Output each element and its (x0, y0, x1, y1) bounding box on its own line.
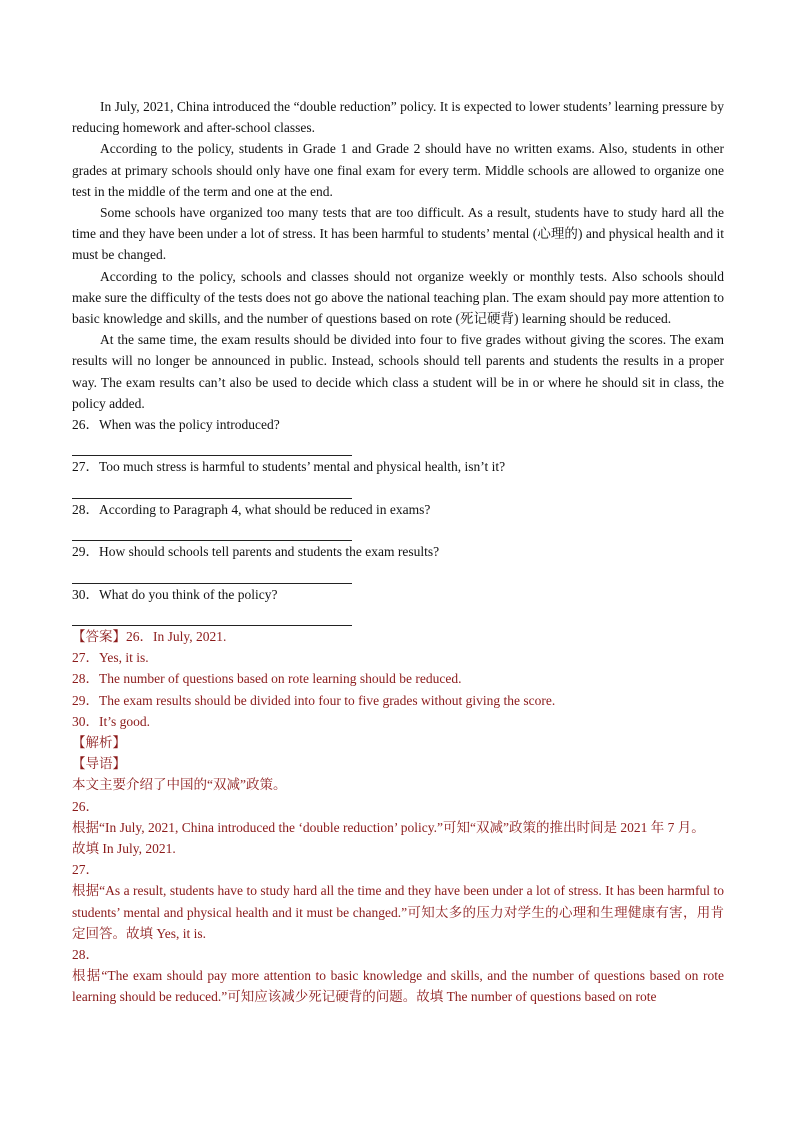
analysis-27-text: 根据“As a result, students have to study hard all the time and they have been under a lot of stress. It has been harmful to students’ mental and physical health and it must be changed.”可知太多的压力对学生的心理和生理健康有害，用肯定回答。故填 Yes, it is. (72, 883, 724, 941)
analysis-number-28: 28． (72, 947, 99, 963)
document-page (72, 96, 724, 1008)
answer-28: 28．The number of questions based on rote learning should be reduced. (72, 671, 462, 687)
passage-paragraph-2: According to the policy, students in Grade 1 and Grade 2 should have no written exams. Also, students in other grades at primary schools should only have one final exam for every term. Middle schools are allowed to organize one test in the middle of the term and one at the end. (72, 141, 724, 199)
analysis-26-line-1: 根据“In July, 2021, China introduced the ‘double reduction’ policy.”可知“双减”政策的推出时间是 2021 年 7 月。 (72, 819, 705, 835)
passage-paragraph-1: In July, 2021, China introduced the “double reduction” policy. It is expected to lower students’ learning pressure by reducing homework and after-school classes. (72, 99, 724, 136)
passage-paragraph-5: At the same time, the exam results should be divided into four to five grades without giving the scores. The exam results will no longer be announced in public. Instead, schools should tell parents and students the results in a proper way. The exam results can’t also be used to decide which class a student will be in or where he should sit in class, the policy added. (72, 332, 724, 411)
reading-passage (72, 96, 724, 414)
question-29: 29．How should schools tell parents and students the exam results? (72, 544, 440, 560)
analysis-26-line-2: 故填 In July, 2021. (72, 841, 176, 857)
answer-line-27[interactable] (72, 478, 352, 499)
guide-text: 本文主要介绍了中国的“双减”政策。 (72, 777, 287, 793)
question-list (72, 414, 724, 626)
passage-paragraph-4: According to the policy, schools and classes should not organize weekly or monthly tests. Also schools should make sure the difficulty of the tests does not go above the national teaching plan. The exam should pay more attention to basic knowledge and skills, and the number of questions based on rote (死记硬背) learning should be reduced. (72, 268, 724, 327)
answer-section (72, 626, 724, 1008)
answer-line-first (72, 626, 724, 647)
question-30: 30．What do you think of the policy? (72, 586, 278, 602)
passage-paragraph-3: Some schools have organized too many tests that are too difficult. As a result, students have to study hard all the time and they have been under a lot of stress. It has been harmful to students’ mental (心理的) and physical health and it must be changed. (72, 205, 724, 263)
answer-line-26[interactable] (72, 435, 352, 456)
answer-29: 29．The exam results should be divided into four to five grades without giving the score. (72, 692, 556, 708)
answer-line-29[interactable] (72, 562, 352, 583)
answer-26: 26．In July, 2021. (126, 629, 227, 644)
question-27: 27．Too much stress is harmful to students’ mental and physical health, isn’t it? (72, 459, 506, 475)
analysis-28-text: 根据“The exam should pay more attention to basic knowledge and skills, and the number of questions based on rote learning should be reduced.”可知应该减少死记硬背的问题。故填 The number of questions based on rote (72, 968, 724, 1005)
analysis-label: 【解析】 (72, 735, 126, 751)
answer-line-30[interactable] (72, 605, 352, 626)
answer-27: 27．Yes, it is. (72, 650, 149, 666)
analysis-number-27: 27． (72, 862, 99, 878)
question-28: 28．According to Paragraph 4, what should be reduced in exams? (72, 501, 431, 517)
analysis-number-26: 26． (72, 798, 99, 814)
answer-30: 30．It’s good. (72, 713, 151, 729)
answer-line-28[interactable] (72, 520, 352, 541)
question-26: 26．When was the policy introduced? (72, 417, 280, 433)
answer-label: 【答案】 (72, 629, 126, 644)
guide-label: 【导语】 (72, 756, 126, 772)
